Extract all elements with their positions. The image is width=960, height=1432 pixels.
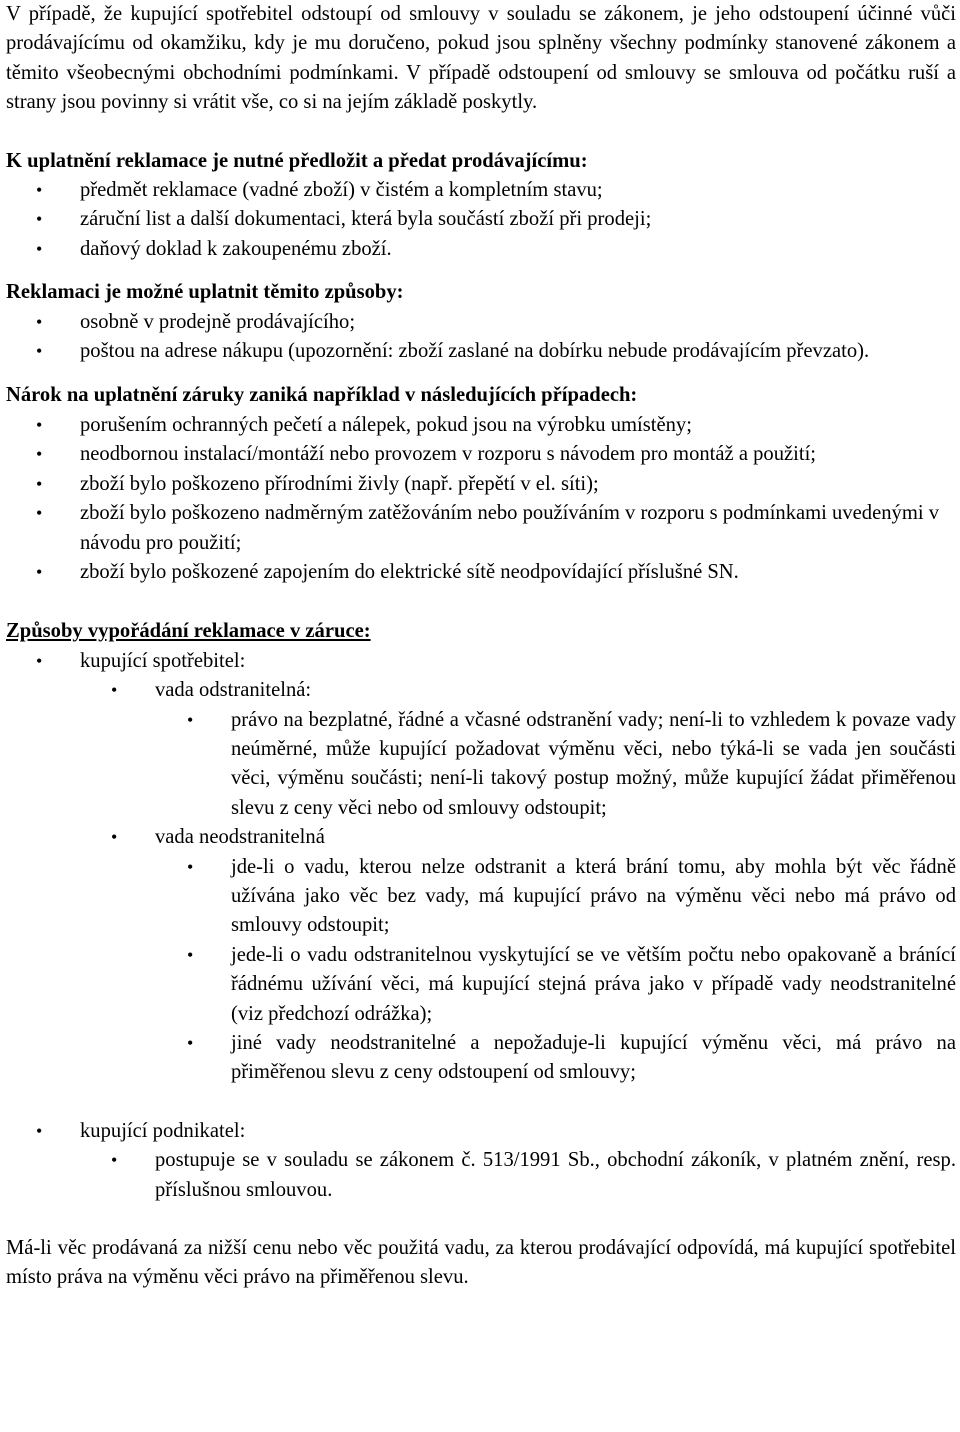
narok-list [6,411,956,587]
list-item: • postupuje se v souladu se zákonem č. 513/1991 Sb., obchodní zákoník, v platném znění, resp. příslušnou smlouvou. [155,1146,956,1205]
list-item-neodstranitelna [155,823,956,1088]
list-item: • jde-li o vadu, kterou nelze odstranit a která brání tomu, aby mohla být věc řádně užívána jako věc bez vady, má kupující právo na výměnu věci nebo má právo od smlouvy odstoupit; [231,853,956,941]
list-item: • jiné vady neodstranitelné a nepožaduje-li kupující výměnu věci, má právo na přiměřenou slevu z ceny odstoupení od smlouvy; [231,1029,956,1088]
neodstranitelna-label: vada neodstranitelná [155,826,325,849]
list-item-spotrebitel [80,647,956,1088]
vyporadani-list [6,647,956,1205]
neodstranitelna-sublist [155,853,956,1088]
list-item: • neodbornou instalací/montáží nebo provozem v rozporu s návodem pro montáž a použití; [80,440,956,469]
list-item: • daňový doklad k zakoupenému zboží. [80,235,956,264]
document-page [6,0,956,1293]
list-item: • záruční list a další dokumentaci, která byla součástí zboží při prodeji; [80,205,956,234]
vyporadani-heading: Způsoby vypořádání reklamace v záruce: [6,620,371,643]
reklamace-list [6,176,956,264]
spotrebitel-label: kupující spotřebitel: [80,649,246,672]
list-item: • zboží bylo poškozeno přírodními živly (např. přepětí v el. síti); [80,470,956,499]
odstranitelna-sublist [155,706,956,824]
list-item-podnikatel [80,1117,956,1205]
list-item: • porušením ochranných pečetí a nálepek, pokud jsou na výrobku umístěny; [80,411,956,440]
intro-paragraph: V případě, že kupující spotřebitel odstoupí od smlouvy v souladu se zákonem, je jeho odstoupení účinné vůči prodávajícímu od okamžiku, kdy je mu doručeno, pokud jsou splněny všechny podmínky stanovené zákonem a těmito všeobecnými obchodními podmínkami. V případě odstoupení od smlouvy se smlouva od počátku ruší a strany jsou povinny si vrátit vše, co si na jejím základě poskytly. [6,3,956,114]
podnikatel-label: kupující podnikatel: [80,1119,246,1142]
zpusoby-list [6,308,956,367]
list-item: • zboží bylo poškozené zapojením do elektrické sítě neodpovídající příslušné SN. [80,558,956,587]
list-item: • předmět reklamace (vadné zboží) v čistém a kompletním stavu; [80,176,956,205]
zpusoby-heading: Reklamaci je možné uplatnit těmito způsoby: [6,281,404,304]
list-item: • právo na bezplatné, řádné a včasné odstranění vady; není-li to vzhledem k povaze vady neúměrné, může kupující požadovat výměnu věci, nebo týká-li se vada jen součásti věci, výměnu součásti; není-li takový postup možný, může kupující žádat přiměřenou slevu z ceny věci nebo od smlouvy odstoupit; [231,706,956,824]
list-item: • jede-li o vadu odstranitelnou vyskytující se ve větším počtu nebo opakovaně a bránící řádnému užívání věci, má kupující stejná práva jako v případě vady neodstranitelné (viz předchozí odrážka); [231,941,956,1029]
list-item-odstranitelna [155,676,956,823]
reklamace-heading: K uplatnění reklamace je nutné předložit a předat prodávajícímu: [6,149,588,172]
closing-paragraph: Má-li věc prodávaná za nižší cenu nebo věc použitá vadu, za kterou prodávající odpovídá, má kupující spotřebitel místo práva na výměnu věci právo na přiměřenou slevu. [6,1237,956,1289]
podnikatel-sublist [80,1146,956,1205]
list-item: • poštou na adrese nákupu (upozornění: zboží zaslané na dobírku nebude prodávajícím převzato). [80,337,956,366]
odstranitelna-label: vada odstranitelná: [155,679,312,702]
narok-heading: Nárok na uplatnění záruky zaniká například v následujících případech: [6,384,638,407]
spotrebitel-sublist [80,676,956,1088]
list-item: • osobně v prodejně prodávajícího; [80,308,956,337]
list-item: • zboží bylo poškozeno nadměrným zatěžováním nebo používáním v rozporu s podmínkami uvedenými v návodu pro použití; [80,499,956,558]
